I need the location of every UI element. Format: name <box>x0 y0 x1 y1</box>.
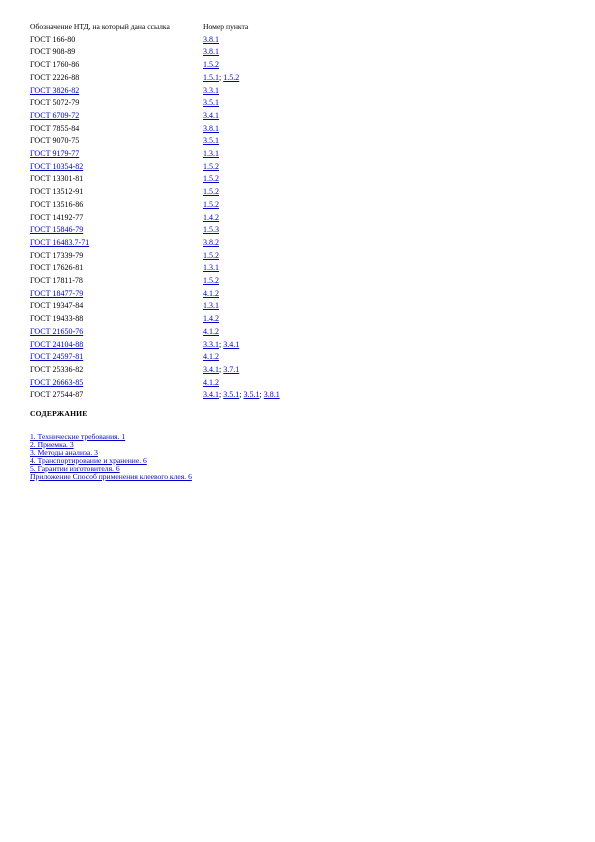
toc-link[interactable]: 1. Технические требования. 1 <box>30 432 126 441</box>
doc-cell <box>30 339 203 352</box>
doc-cell <box>30 161 203 174</box>
doc-cell <box>30 377 203 390</box>
doc-link[interactable]: ГОСТ 9179-77 <box>30 149 80 159</box>
doc-link[interactable]: ГОСТ 26663-85 <box>30 377 84 387</box>
doc-cell <box>30 212 203 225</box>
doc-link[interactable]: ГОСТ 24104-88 <box>30 339 84 349</box>
clause-link[interactable]: 3.8.2 <box>203 237 219 247</box>
doc-link[interactable]: ГОСТ 21650-76 <box>30 326 84 336</box>
clause-link[interactable]: 3.8.1 <box>263 390 280 400</box>
reference-table-header <box>30 21 280 34</box>
doc-cell <box>30 148 203 161</box>
table-row <box>30 148 280 161</box>
table-row <box>30 110 280 123</box>
clause-link[interactable]: 3.5.1 <box>203 136 219 146</box>
doc-cell <box>30 85 203 98</box>
doc-cell <box>30 199 203 212</box>
clause-link[interactable]: 3.5.1 <box>243 390 260 400</box>
clause-cell <box>203 288 280 301</box>
doc-cell <box>30 288 203 301</box>
table-row <box>30 250 280 263</box>
clause-separator: ; <box>219 72 224 82</box>
clause-link[interactable]: 1.4.2 <box>203 212 219 222</box>
clause-cell <box>203 72 280 85</box>
clause-cell <box>203 326 280 339</box>
clause-link[interactable]: 1.5.2 <box>203 161 219 171</box>
doc-cell <box>30 135 203 148</box>
toc-link[interactable]: 5. Гарантии изготовителя. 6 <box>30 464 120 473</box>
clause-link[interactable]: 3.3.1 <box>203 339 219 349</box>
doc-cell <box>30 364 203 377</box>
table-row <box>30 97 280 110</box>
table-row <box>30 326 280 339</box>
clause-link[interactable]: 1.3.1 <box>203 149 219 159</box>
doc-label: ГОСТ 13301-81 <box>30 174 84 184</box>
doc-label: ГОСТ 17811-78 <box>30 276 83 286</box>
table-row <box>30 186 280 199</box>
doc-cell <box>30 46 203 59</box>
table-row <box>30 288 280 301</box>
clause-cell <box>203 275 280 288</box>
doc-label: ГОСТ 17626-81 <box>30 263 84 273</box>
clause-cell <box>203 339 280 352</box>
doc-cell <box>30 224 203 237</box>
clause-cell <box>203 173 280 186</box>
doc-cell <box>30 326 203 339</box>
clause-link[interactable]: 1.5.2 <box>223 72 240 82</box>
clause-link[interactable]: 4.1.2 <box>203 352 219 362</box>
clause-cell <box>203 34 280 47</box>
clause-link[interactable]: 1.5.2 <box>203 187 219 197</box>
doc-cell <box>30 186 203 199</box>
clause-link[interactable]: 1.5.2 <box>203 250 219 260</box>
table-row <box>30 161 280 174</box>
toc-link[interactable]: 3. Методы анализа. 3 <box>30 448 98 457</box>
table-row <box>30 389 280 402</box>
doc-link[interactable]: ГОСТ 15846-79 <box>30 225 84 235</box>
reference-table-body <box>30 34 280 402</box>
clause-separator: ; <box>259 390 264 400</box>
doc-cell <box>30 389 203 402</box>
clause-cell <box>203 97 280 110</box>
clause-cell <box>203 135 280 148</box>
clause-cell <box>203 237 280 250</box>
doc-cell <box>30 275 203 288</box>
doc-label: ГОСТ 13512-91 <box>30 187 84 197</box>
doc-cell <box>30 34 203 47</box>
table-row <box>30 351 280 364</box>
doc-label: ГОСТ 1760-86 <box>30 60 80 70</box>
table-row <box>30 339 280 352</box>
clause-cell <box>203 148 280 161</box>
clause-cell <box>203 377 280 390</box>
table-row <box>30 135 280 148</box>
doc-label: ГОСТ 5072-79 <box>30 98 80 108</box>
clause-cell <box>203 186 280 199</box>
clause-separator: ; <box>239 390 244 400</box>
clause-link[interactable]: 1.4.2 <box>203 314 219 324</box>
table-row <box>30 199 280 212</box>
table-row <box>30 300 280 313</box>
clause-cell <box>203 212 280 225</box>
doc-cell <box>30 250 203 263</box>
toc-item <box>30 473 192 481</box>
clause-cell <box>203 351 280 364</box>
toc-link[interactable]: Приложение Способ применения клеевого клея. 6 <box>30 472 192 481</box>
clause-link[interactable]: 3.3.1 <box>203 85 219 95</box>
clause-separator: ; <box>219 390 224 400</box>
doc-link[interactable]: ГОСТ 18477-79 <box>30 288 84 298</box>
doc-cell <box>30 59 203 72</box>
toc-list <box>30 433 192 481</box>
clause-link[interactable]: 1.5.1 <box>203 72 219 82</box>
doc-link[interactable]: ГОСТ 24597-81 <box>30 352 84 362</box>
table-row <box>30 173 280 186</box>
doc-cell <box>30 237 203 250</box>
clause-cell <box>203 300 280 313</box>
table-row <box>30 237 280 250</box>
doc-link[interactable]: ГОСТ 16483.7-71 <box>30 237 90 247</box>
table-row <box>30 377 280 390</box>
clause-separator: ; <box>219 364 224 374</box>
clause-cell <box>203 364 280 377</box>
clause-separator: ; <box>219 339 224 349</box>
table-row <box>30 34 280 47</box>
table-row <box>30 275 280 288</box>
doc-label: ГОСТ 7855-84 <box>30 123 80 133</box>
reference-table <box>30 21 280 402</box>
doc-label: ГОСТ 27544-87 <box>30 390 84 400</box>
clause-cell <box>203 85 280 98</box>
clause-link[interactable]: 3.8.1 <box>203 47 219 57</box>
clause-cell <box>203 161 280 174</box>
clause-link[interactable]: 1.5.2 <box>203 174 219 184</box>
clause-cell <box>203 389 280 402</box>
header-doc: Обозначение НТД, на который дана ссылка <box>30 22 170 31</box>
doc-cell <box>30 351 203 364</box>
clause-link[interactable]: 3.8.1 <box>203 123 219 133</box>
doc-cell <box>30 262 203 275</box>
table-row <box>30 72 280 85</box>
toc-link[interactable]: 2. Приемка. 3 <box>30 440 74 449</box>
toc-link[interactable]: 4. Транспортирование и хранение. 6 <box>30 456 147 465</box>
clause-cell <box>203 110 280 123</box>
doc-cell <box>30 110 203 123</box>
clause-cell <box>203 250 280 263</box>
clause-link[interactable]: 4.1.2 <box>203 288 219 298</box>
doc-label: ГОСТ 14192-77 <box>30 212 84 222</box>
table-row <box>30 212 280 225</box>
doc-label: ГОСТ 25336-82 <box>30 364 84 374</box>
doc-cell <box>30 123 203 136</box>
table-row <box>30 313 280 326</box>
doc-label: ГОСТ 166-80 <box>30 34 76 44</box>
clause-link[interactable]: 4.1.2 <box>203 326 219 336</box>
clause-link[interactable]: 1.5.3 <box>203 225 219 235</box>
table-row <box>30 262 280 275</box>
clause-link[interactable]: 1.3.1 <box>203 301 219 311</box>
doc-label: ГОСТ 2226-88 <box>30 72 80 82</box>
clause-cell <box>203 123 280 136</box>
doc-link[interactable]: ГОСТ 3826-82 <box>30 85 80 95</box>
clause-cell <box>203 224 280 237</box>
doc-label: ГОСТ 13516-86 <box>30 199 84 209</box>
doc-label: ГОСТ 9070-75 <box>30 136 80 146</box>
doc-label: ГОСТ 908-89 <box>30 47 76 57</box>
doc-label: ГОСТ 19433-88 <box>30 314 84 324</box>
clause-link[interactable]: 1.5.2 <box>203 60 219 70</box>
table-row <box>30 59 280 72</box>
clause-link[interactable]: 4.1.2 <box>203 377 219 387</box>
clause-link[interactable]: 3.4.1 <box>203 110 219 120</box>
clause-cell <box>203 59 280 72</box>
clause-cell <box>203 199 280 212</box>
table-row <box>30 224 280 237</box>
doc-label: ГОСТ 17339-79 <box>30 250 84 260</box>
doc-link[interactable]: ГОСТ 10354-82 <box>30 161 84 171</box>
clause-link[interactable]: 1.5.2 <box>203 199 219 209</box>
clause-link[interactable]: 3.8.1 <box>203 34 219 44</box>
table-row <box>30 46 280 59</box>
toc-title: СОДЕРЖАНИЕ <box>30 409 88 418</box>
table-row <box>30 123 280 136</box>
header-clause: Номер пункта <box>203 22 249 31</box>
clause-link[interactable]: 3.5.1 <box>203 98 219 108</box>
doc-label: ГОСТ 19347-84 <box>30 301 84 311</box>
clause-link[interactable]: 3.4.1 <box>203 364 219 374</box>
clause-cell <box>203 313 280 326</box>
doc-cell <box>30 313 203 326</box>
table-row <box>30 364 280 377</box>
clause-cell <box>203 262 280 275</box>
doc-link[interactable]: ГОСТ 6709-72 <box>30 110 80 120</box>
clause-cell <box>203 46 280 59</box>
clause-link[interactable]: 3.7.1 <box>223 364 240 374</box>
table-row <box>30 85 280 98</box>
clause-link[interactable]: 1.3.1 <box>203 263 219 273</box>
clause-link[interactable]: 3.4.1 <box>223 339 240 349</box>
doc-cell <box>30 97 203 110</box>
doc-cell <box>30 173 203 186</box>
doc-cell <box>30 72 203 85</box>
doc-cell <box>30 300 203 313</box>
clause-link[interactable]: 3.5.1 <box>223 390 240 400</box>
clause-link[interactable]: 1.5.2 <box>203 276 219 286</box>
clause-link[interactable]: 3.4.1 <box>203 390 219 400</box>
